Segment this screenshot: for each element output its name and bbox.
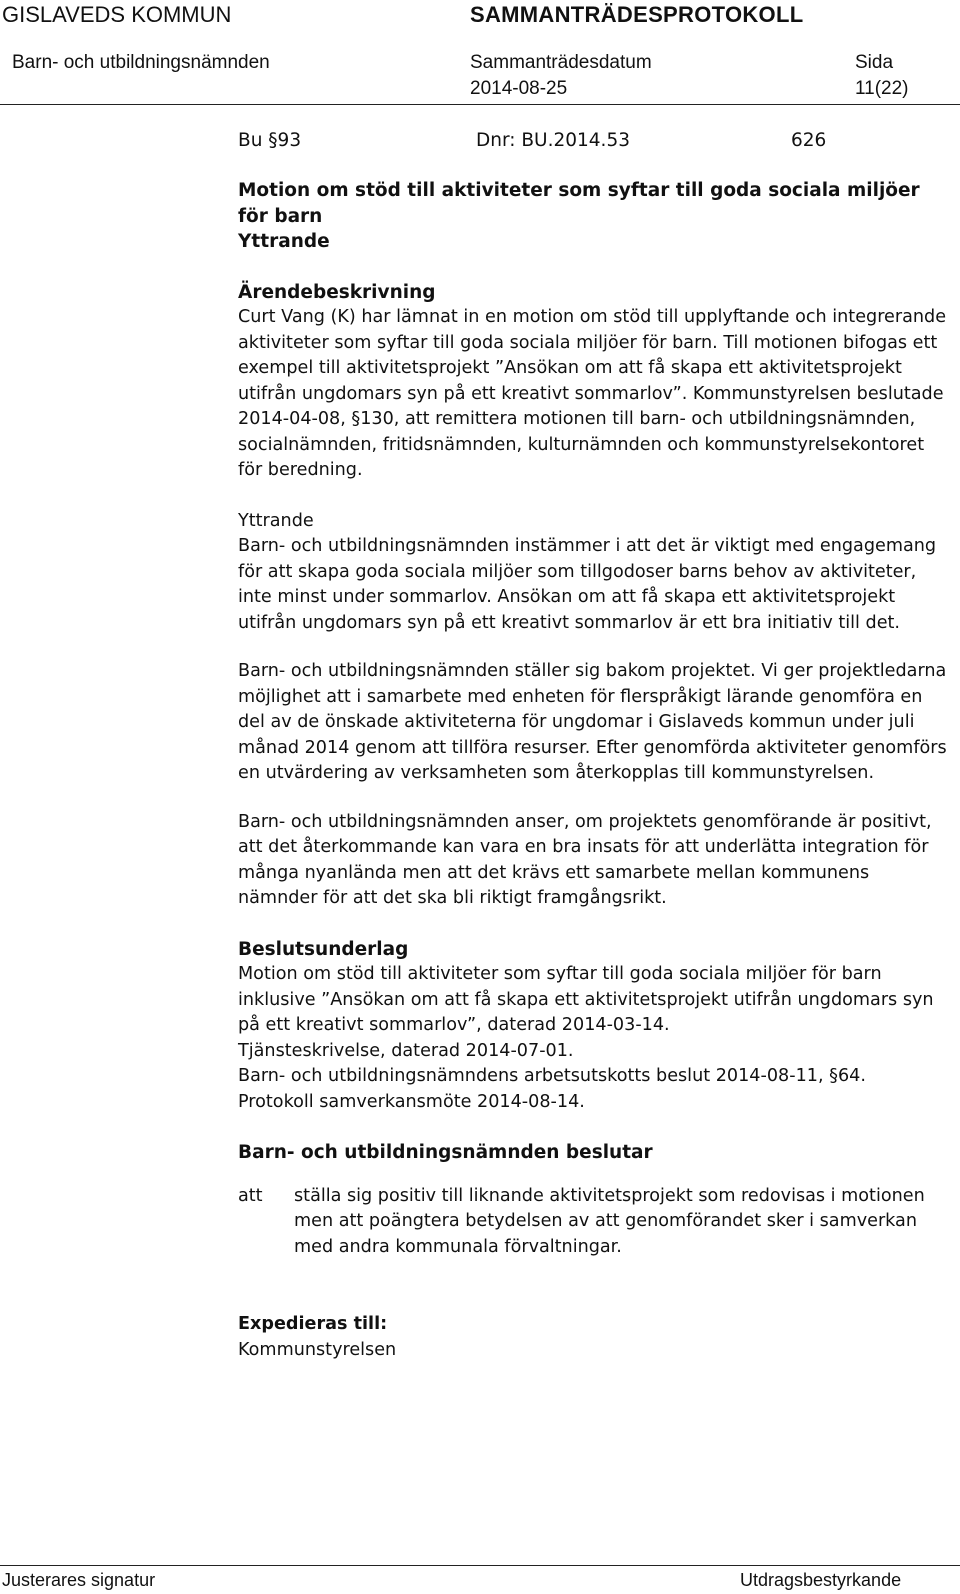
beslutsunderlag-item-2: Tjänsteskrivelse, daterad 2014-07-01. xyxy=(238,1040,574,1061)
yttrande-paragraph-2: Barn- och utbildningsnämnden ställer sig bakom projektet. Vi ger projektledarna möjlighet att i samarbete med enheten för flerspråkigt lärande genomföra en del av de önskade aktiviteterna för ungdomar i Gislaveds kommun under juli månad 2014 genom att tillföra resurser. Efter genomförda aktiviteter genomförs en utvärdering av verksamheten som återkopplas till kommunstyrelsen. xyxy=(238,661,947,783)
decision-clause xyxy=(238,1184,948,1261)
organization-name: GISLAVEDS KOMMUN xyxy=(2,2,232,27)
decision-att: att xyxy=(238,1185,263,1206)
yttrande-paragraph-3: Barn- och utbildningsnämnden anser, om projektets genomförande är positivt, att det återkommande kan vara en bra insats för att underlätta integration för många nyanlända men att det krävs ett samarbete mellan kommunens nämnder för att det ska bli riktigt framgångsrikt. xyxy=(238,811,932,908)
arende-text: Curt Vang (K) har lämnat in en motion om stöd till upplyftande och integrerande aktiviteter som syftar till goda sociala miljöer för barn. Till motionen bifogas ett exempel till aktivitetsprojekt ”Ansökan om att få skapa ett aktivitetsprojekt utifrån ungdomars syn på ett kreativt sommarlov”. Kommunstyrelsen beslutade 2014-04-08, §130, att remittera motionen till barn- och utbildningsnämnden, socialnämnden, fritidsnämnden, kulturnämnden och kommunstyrelsekontoret för beredning. xyxy=(238,307,947,480)
yttrande-paragraph-1: Barn- och utbildningsnämnden instämmer i att det är viktigt med engagemang för att skapa goda sociala miljöer som tillgodoser barns behov av aktiviteter, inte minst under sommarlov. Ansökan om att få skapa ett aktivitetsprojekt utifrån ungdomars syn på ett kreativt sommarlov är ett bra initiativ till det. xyxy=(238,536,937,633)
beslutsunderlag-item-3: Barn- och utbildningsnämndens arbetsutskotts beslut 2014-08-11, §64. xyxy=(238,1066,866,1086)
document-type: SAMMANTRÄDESPROTOKOLL xyxy=(470,2,804,27)
reference-number: 626 xyxy=(791,130,827,151)
expedieras-heading: Expedieras till: xyxy=(238,1314,388,1334)
beslutsunderlag-item-4: Protokoll samverkansmöte 2014-08-14. xyxy=(238,1091,585,1112)
signature-label: Justerares signatur xyxy=(2,1570,156,1590)
case-subtitle: Yttrande xyxy=(238,231,330,252)
committee-name: Barn- och utbildningsnämnden xyxy=(12,52,270,73)
page-number: 11(22) xyxy=(855,78,909,99)
document-body xyxy=(238,128,948,1363)
beslutsunderlag-item-1: Motion om stöd till aktiviteter som syftar till goda sociala miljöer för barn inklusive ”Ansökan om att få skapa ett aktivitetsprojekt utifrån ungdomars syn på ett kreativt sommarlov”, daterad 2014-03-14. xyxy=(238,964,934,1035)
diary-number: Dnr: BU.2014.53 xyxy=(476,130,630,151)
expedieras-recipient: Kommunstyrelsen xyxy=(238,1339,397,1360)
beslut-heading: Barn- och utbildningsnämnden beslutar xyxy=(238,1142,653,1163)
case-title: Motion om stöd till aktiviteter som syftar till goda sociala miljöer för barn xyxy=(238,180,920,227)
extract-label: Utdragsbestyrkande xyxy=(740,1570,902,1590)
header-top-row xyxy=(0,0,960,30)
decision-text: ställa sig positiv till liknande aktivitetsprojekt som redovisas i motionen men att poängtera betydelsen av att genomförandet sker i samverkan med andra kommunala förvaltningar. xyxy=(294,1185,925,1257)
yttrande-heading: Yttrande xyxy=(238,510,314,531)
page-label: Sida xyxy=(855,52,894,73)
header-divider xyxy=(0,104,960,105)
section-number: Bu §93 xyxy=(238,130,302,151)
case-reference xyxy=(238,128,948,156)
beslutsunderlag-heading: Beslutsunderlag xyxy=(238,938,409,960)
document-header xyxy=(0,0,960,105)
footer-divider xyxy=(0,1565,960,1566)
arende-heading: Ärendebeskrivning xyxy=(238,281,436,303)
meeting-date-label: Sammanträdesdatum xyxy=(470,52,652,73)
meeting-date-value: 2014-08-25 xyxy=(470,78,568,99)
